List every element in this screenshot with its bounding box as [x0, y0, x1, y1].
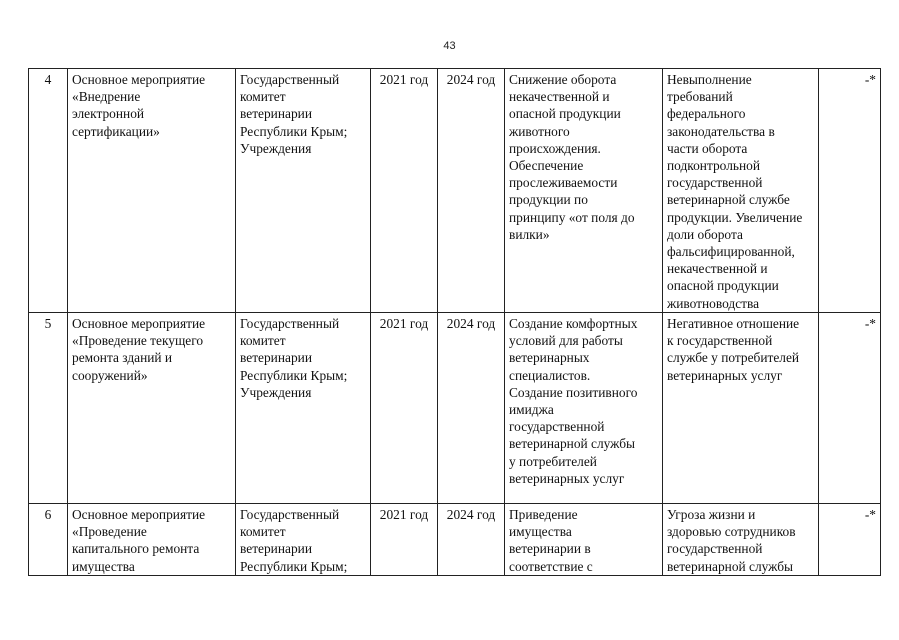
row-number: 6: [29, 504, 68, 576]
consequence-line: некачественной и: [667, 261, 768, 277]
result-line: государственной: [509, 419, 605, 435]
consequence-line: здоровью сотрудников: [667, 524, 796, 540]
executor-line: ветеринарии: [240, 541, 312, 557]
result-line: опасной продукции: [509, 106, 621, 122]
consequence-cell: [663, 69, 819, 313]
executor-line: ветеринарии: [240, 106, 312, 122]
event-cell: [68, 313, 236, 504]
result-line: Создание комфортных: [509, 316, 638, 331]
consequence-line: требований: [667, 89, 733, 105]
consequence-line: доли оборота: [667, 226, 743, 242]
row-number: 4: [29, 69, 68, 313]
executor-cell: [236, 504, 371, 576]
result-line: у потребителей: [509, 453, 597, 469]
consequence-line: ветеринарной службе: [667, 192, 790, 208]
consequence-line: ветеринарных услуг: [667, 367, 783, 383]
event-line: «Проведение текущего: [72, 333, 204, 349]
consequence-line: Невыполнение: [667, 72, 752, 87]
end-year-cell: 2024 год: [438, 313, 505, 504]
executor-line: ветеринарии: [240, 350, 312, 366]
event-line: Основное мероприятие: [72, 507, 206, 522]
consequence-line: службе у потребителей: [667, 350, 800, 366]
consequence-line: государственной: [667, 175, 763, 191]
result-line: соответствие с: [509, 558, 593, 574]
consequence-cell: [663, 313, 819, 504]
executor-line: Республики Крым;: [240, 367, 348, 383]
consequence-line: подконтрольной: [667, 158, 761, 174]
row-number: 5: [29, 313, 68, 504]
executor-line: Республики Крым;: [240, 123, 348, 139]
consequence-line: опасной продукции: [667, 278, 779, 294]
page-number: 43: [443, 40, 456, 52]
note-cell: -*: [819, 69, 881, 313]
event-line: сооружений»: [72, 367, 148, 383]
result-line: ветеринарных услуг: [509, 470, 625, 486]
consequence-line: части оборота: [667, 140, 748, 156]
note-cell: -*: [819, 504, 881, 576]
result-line: ветеринарных: [509, 350, 590, 366]
executor-line: Государственный: [240, 316, 340, 331]
consequence-line: государственной: [667, 541, 763, 557]
event-line: электронной: [72, 106, 145, 122]
event-cell: [68, 69, 236, 313]
event-line: ремонта зданий и: [72, 350, 173, 366]
result-line: ветеринарии в: [509, 541, 591, 557]
start-year-cell: 2021 год: [371, 69, 438, 313]
result-line: условий для работы: [509, 333, 623, 349]
event-line: капитального ремонта: [72, 541, 200, 557]
consequence-line: Угроза жизни и: [667, 507, 756, 522]
executor-cell: [236, 313, 371, 504]
event-line: Основное мероприятие: [72, 72, 206, 87]
executor-cell: [236, 69, 371, 313]
consequence-line: Негативное отношение: [667, 316, 800, 331]
result-line: Обеспечение: [509, 158, 584, 174]
result-cell: [505, 69, 663, 313]
executor-line: комитет: [240, 524, 286, 540]
table-row: [29, 313, 881, 504]
consequence-line: законодательства в: [667, 123, 775, 139]
end-year-cell: 2024 год: [438, 504, 505, 576]
result-cell: [505, 504, 663, 576]
result-line: происхождения.: [509, 140, 601, 156]
start-year-cell: 2021 год: [371, 504, 438, 576]
result-line: принципу «от поля до: [509, 209, 635, 225]
event-line: «Проведение: [72, 524, 147, 540]
executor-line: Республики Крым;: [240, 558, 348, 574]
executor-line: Государственный: [240, 507, 340, 522]
consequence-line: к государственной: [667, 333, 773, 349]
result-line: Создание позитивного: [509, 384, 638, 400]
table-row: [29, 504, 881, 576]
result-line: продукции по: [509, 192, 588, 208]
event-cell: [68, 504, 236, 576]
executor-line: комитет: [240, 89, 286, 105]
executor-line: комитет: [240, 333, 286, 349]
executor-line: Учреждения: [240, 384, 312, 400]
measures-table: [28, 68, 881, 576]
event-line: имущества: [72, 558, 135, 574]
consequence-line: животноводства: [667, 295, 760, 311]
executor-line: Государственный: [240, 72, 340, 87]
result-line: имиджа: [509, 402, 554, 418]
result-line: некачественной и: [509, 89, 610, 105]
consequence-line: федерального: [667, 106, 746, 122]
note-cell: -*: [819, 313, 881, 504]
result-line: Приведение: [509, 507, 578, 522]
result-line: специалистов.: [509, 367, 591, 383]
executor-line: Учреждения: [240, 140, 312, 156]
consequence-line: фальсифицированной,: [667, 244, 795, 260]
result-line: животного: [509, 123, 570, 139]
result-line: имущества: [509, 524, 572, 540]
result-cell: [505, 313, 663, 504]
consequence-line: продукции. Увеличение: [667, 209, 803, 225]
table-row: [29, 69, 881, 313]
result-line: прослеживаемости: [509, 175, 618, 191]
result-line: ветеринарной службы: [509, 436, 636, 452]
end-year-cell: 2024 год: [438, 69, 505, 313]
start-year-cell: 2021 год: [371, 313, 438, 504]
result-line: вилки»: [509, 226, 550, 242]
consequence-cell: [663, 504, 819, 576]
event-line: Основное мероприятие: [72, 316, 206, 331]
consequence-line: ветеринарной службы: [667, 558, 794, 574]
event-line: сертификации»: [72, 123, 160, 139]
result-line: Снижение оборота: [509, 72, 617, 87]
event-line: «Внедрение: [72, 89, 141, 105]
